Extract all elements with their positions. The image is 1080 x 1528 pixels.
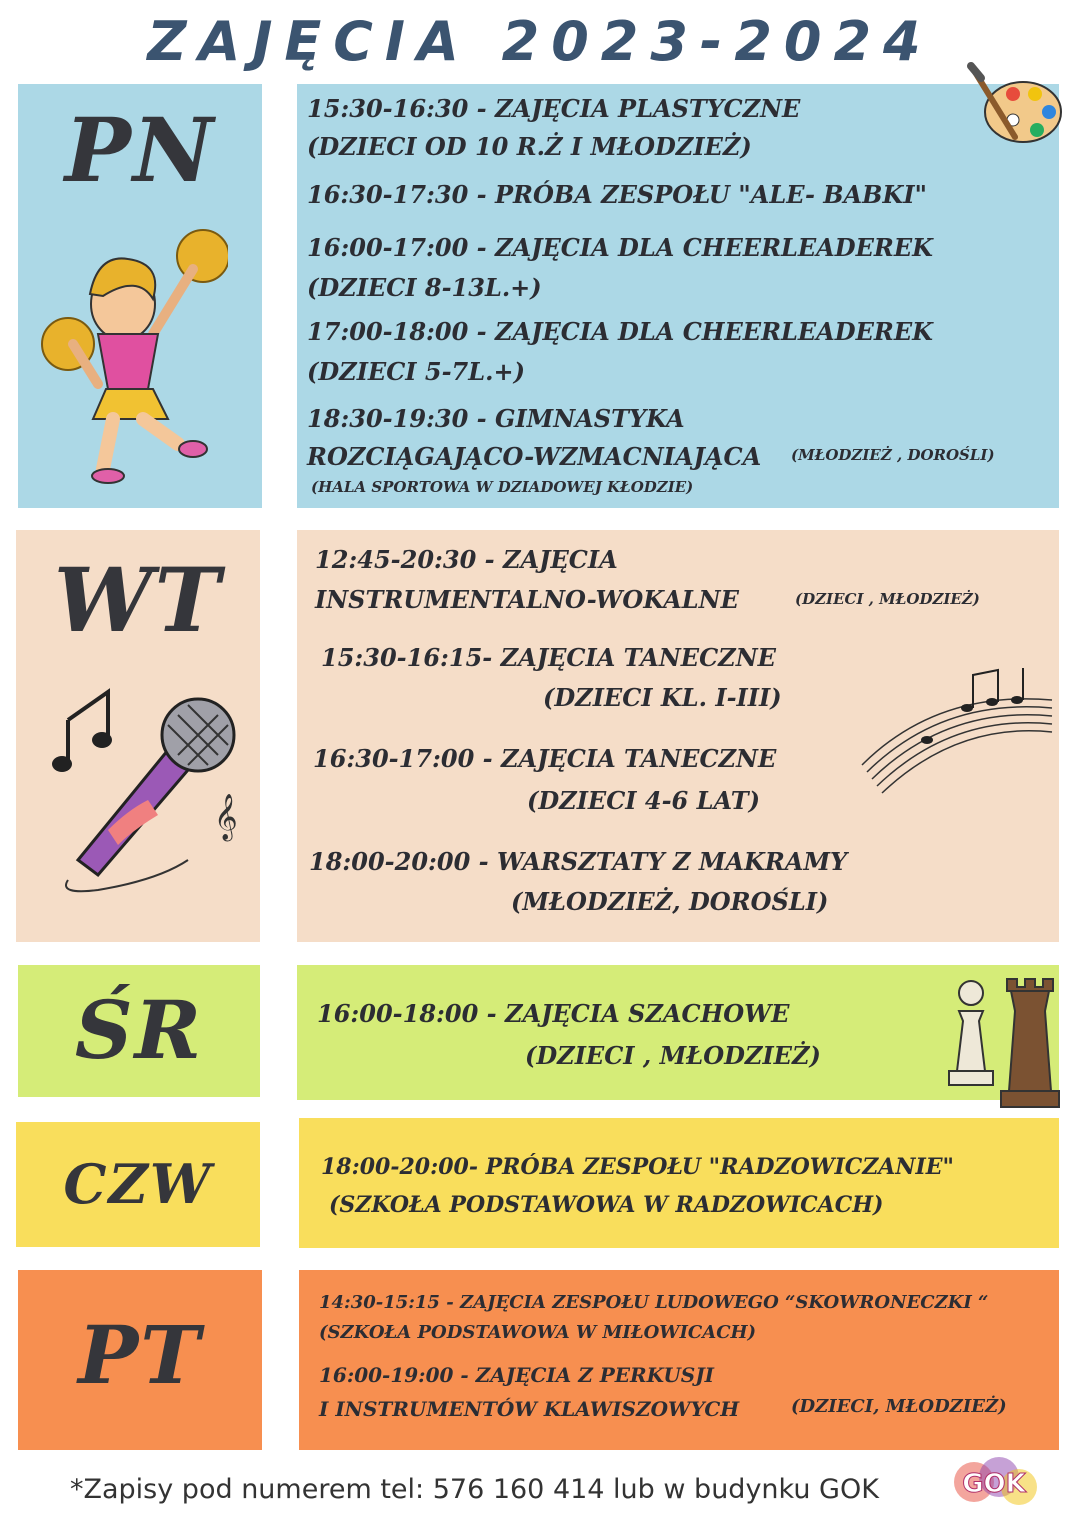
paint-palette-icon <box>965 62 1065 162</box>
wt-entry-4: 18:00-20:00 - WARSZTATY Z MAKRAMY (MŁODZIEŻ, DOROŚLI) <box>309 847 848 916</box>
pn-entry-2: 16:30-17:30 - PRÓBA ZESPOŁU "ALE- BABKI" <box>307 180 928 209</box>
pn-entry-5-sub: (HALA SPORTOWA W DZIADOWEJ KŁODZIE) <box>311 478 694 496</box>
cheerleader-icon <box>28 214 228 494</box>
wt-entry-3: 16:30-17:00 - ZAJĘCIA TANECZNE (DZIECI 4-6 LAT) <box>313 744 777 815</box>
gok-logo-icon <box>944 1452 1044 1512</box>
page-title: ZAJĘCIA 2023-2024 <box>147 10 933 73</box>
day-box-wt <box>16 530 260 942</box>
music-notes-icon <box>857 660 1057 800</box>
pt-entry-2-note: (DZIECI, MŁODZIEŻ) <box>791 1396 1007 1417</box>
czw-entry-1: 18:00-20:00- PRÓBA ZESPOŁU "RADZOWICZANIE" (SZKOŁA PODSTAWOWA W RADZOWICACH) <box>321 1154 955 1218</box>
activities-box-pt <box>299 1270 1059 1450</box>
day-label-wt: WT <box>53 548 223 652</box>
day-box-czw <box>16 1122 260 1247</box>
wt-entry-1-note: (DZIECI , MŁODZIEŻ) <box>795 590 980 608</box>
activities-box-wt <box>297 530 1059 942</box>
pn-entry-5-note: (MŁODZIEŻ , DOROŚLI) <box>791 446 995 464</box>
day-label-sr: ŚR <box>74 983 204 1077</box>
pn-entry-5: 18:30-19:30 - GIMNASTYKA ROZCIĄGAJĄCO-WZMACNIAJĄCA <box>307 404 762 471</box>
day-label-czw: CZW <box>63 1152 213 1216</box>
svg-text:𝄞: 𝄞 <box>214 794 238 840</box>
chess-pieces-icon <box>945 971 1065 1113</box>
footer-signup-note: *Zapisy pod numerem tel: 576 160 414 lub w budynku GOK <box>70 1474 879 1505</box>
day-box-sr <box>18 965 260 1097</box>
gok-logo-text: GOK <box>962 1469 1026 1499</box>
day-label-pn: PN <box>64 98 216 202</box>
day-box-pn <box>18 84 262 508</box>
pn-entry-4: 17:00-18:00 - ZAJĘCIA DLA CHEERLEADEREK (DZIECI 5-7L.+) <box>307 317 934 386</box>
activities-box-pn <box>297 84 1059 508</box>
wt-entry-1: 12:45-20:30 - ZAJĘCIA INSTRUMENTALNO-WOKALNE <box>315 545 739 614</box>
microphone-icon <box>38 680 248 900</box>
gok-logo <box>944 1452 1044 1512</box>
pt-entry-1: 14:30-15:15 - ZAJĘCIA ZESPOŁU LUDOWEGO “SKOWRONECZKI “ (SZKOŁA PODSTAWOWA W MIŁOWICACH) <box>319 1292 989 1343</box>
pt-entry-2: 16:00-19:00 - ZAJĘCIA Z PERKUSJI I INSTRUMENTÓW KLAWISZOWYCH <box>319 1363 740 1421</box>
day-box-pt <box>18 1270 262 1450</box>
pn-entry-3: 16:00-17:00 - ZAJĘCIA DLA CHEERLEADEREK (DZIECI 8-13L.+) <box>307 233 934 302</box>
pn-entry-1: 15:30-16:30 - ZAJĘCIA PLASTYCZNE (DZIECI OD 10 R.Ż I MŁODZIEŻ) <box>307 94 801 161</box>
activities-box-czw <box>299 1118 1059 1248</box>
day-label-pt: PT <box>78 1308 202 1402</box>
wt-entry-2: 15:30-16:15- ZAJĘCIA TANECZNE (DZIECI KL. I-III) <box>321 643 782 712</box>
activities-box-sr <box>297 965 1059 1100</box>
sr-entry-1: 16:00-18:00 - ZAJĘCIA SZACHOWE (DZIECI , MŁODZIEŻ) <box>317 999 821 1070</box>
